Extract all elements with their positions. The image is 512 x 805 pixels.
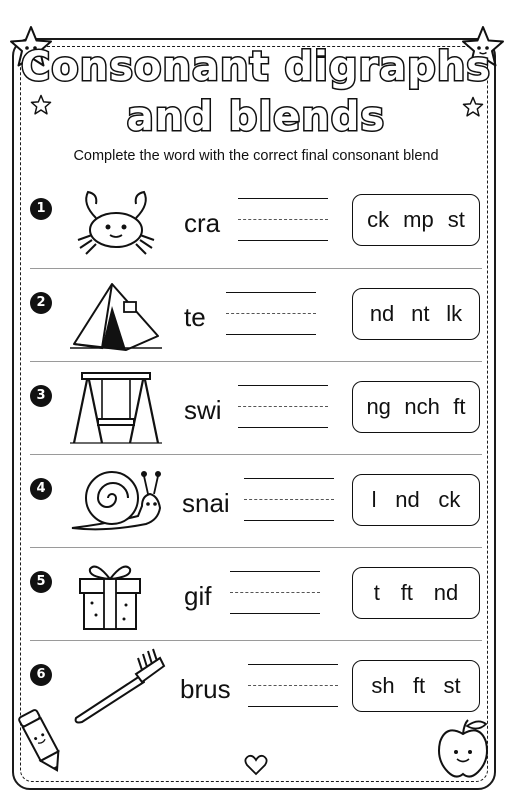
- option-text: ck: [438, 487, 461, 512]
- page-title-line-2: and blends: [126, 94, 386, 140]
- blend-options: [352, 474, 480, 526]
- row-divider: [30, 547, 482, 548]
- toothbrush-icon: [66, 644, 166, 724]
- option-text: nd: [395, 487, 420, 512]
- word-stem: gif: [184, 581, 212, 611]
- answer-lines[interactable]: [230, 571, 320, 615]
- option-text: ft: [400, 580, 413, 605]
- instructions: Complete the word with the correct final consonant blend: [73, 148, 439, 164]
- option-text: st: [447, 207, 465, 232]
- word-stem: cra: [184, 208, 221, 238]
- pencil-icon: [18, 706, 66, 778]
- tent-icon: [66, 274, 166, 354]
- page-title: Consonant digraphs: [20, 44, 492, 90]
- option-text: ck: [367, 207, 390, 232]
- option-text: mp: [403, 207, 434, 232]
- option-text: t: [373, 580, 380, 605]
- exercise-number: 5: [30, 571, 52, 593]
- crab-icon: [66, 180, 166, 260]
- swing-icon: [66, 367, 166, 447]
- row-divider: [30, 361, 482, 362]
- answer-lines[interactable]: [244, 478, 334, 522]
- blend-options: [352, 381, 480, 433]
- blend-options: [352, 194, 480, 246]
- option-text: ft: [412, 673, 426, 698]
- gift-icon: [66, 553, 166, 633]
- exercise-row: [30, 549, 482, 641]
- exercise-number: 1: [30, 198, 52, 220]
- blend-options: [352, 660, 480, 712]
- exercise-number: 3: [30, 385, 52, 407]
- option-text: sh: [371, 673, 395, 698]
- apple-icon: [434, 716, 492, 782]
- exercise-number: 4: [30, 478, 52, 500]
- row-divider: [30, 454, 482, 455]
- option-text: lk: [446, 301, 463, 326]
- answer-lines[interactable]: [248, 664, 338, 708]
- exercise-row: [30, 363, 482, 455]
- blend-options: [352, 567, 480, 619]
- option-text: nd: [433, 580, 459, 605]
- answer-lines[interactable]: [238, 198, 328, 242]
- snail-icon: [66, 460, 166, 540]
- heart-icon: [244, 754, 268, 776]
- answer-lines[interactable]: [226, 292, 316, 336]
- word-stem: brus: [180, 674, 231, 704]
- blend-options: [352, 288, 480, 340]
- option-text: nch: [404, 394, 440, 419]
- exercise-row: [30, 642, 482, 734]
- exercise-number: 2: [30, 292, 52, 314]
- option-text: l: [371, 487, 377, 512]
- answer-lines[interactable]: [238, 385, 328, 429]
- option-text: ft: [453, 394, 466, 419]
- option-text: st: [443, 673, 461, 698]
- exercise-row: [30, 270, 482, 362]
- exercise-number: 6: [30, 664, 52, 686]
- option-text: nt: [411, 301, 430, 326]
- option-text: ng: [366, 394, 391, 419]
- row-divider: [30, 268, 482, 269]
- exercise-row: [30, 456, 482, 548]
- exercise-row: [30, 176, 482, 268]
- word-stem: snai: [182, 488, 230, 518]
- option-text: nd: [369, 301, 395, 326]
- word-stem: swi: [184, 395, 222, 425]
- word-stem: te: [184, 302, 206, 332]
- row-divider: [30, 640, 482, 641]
